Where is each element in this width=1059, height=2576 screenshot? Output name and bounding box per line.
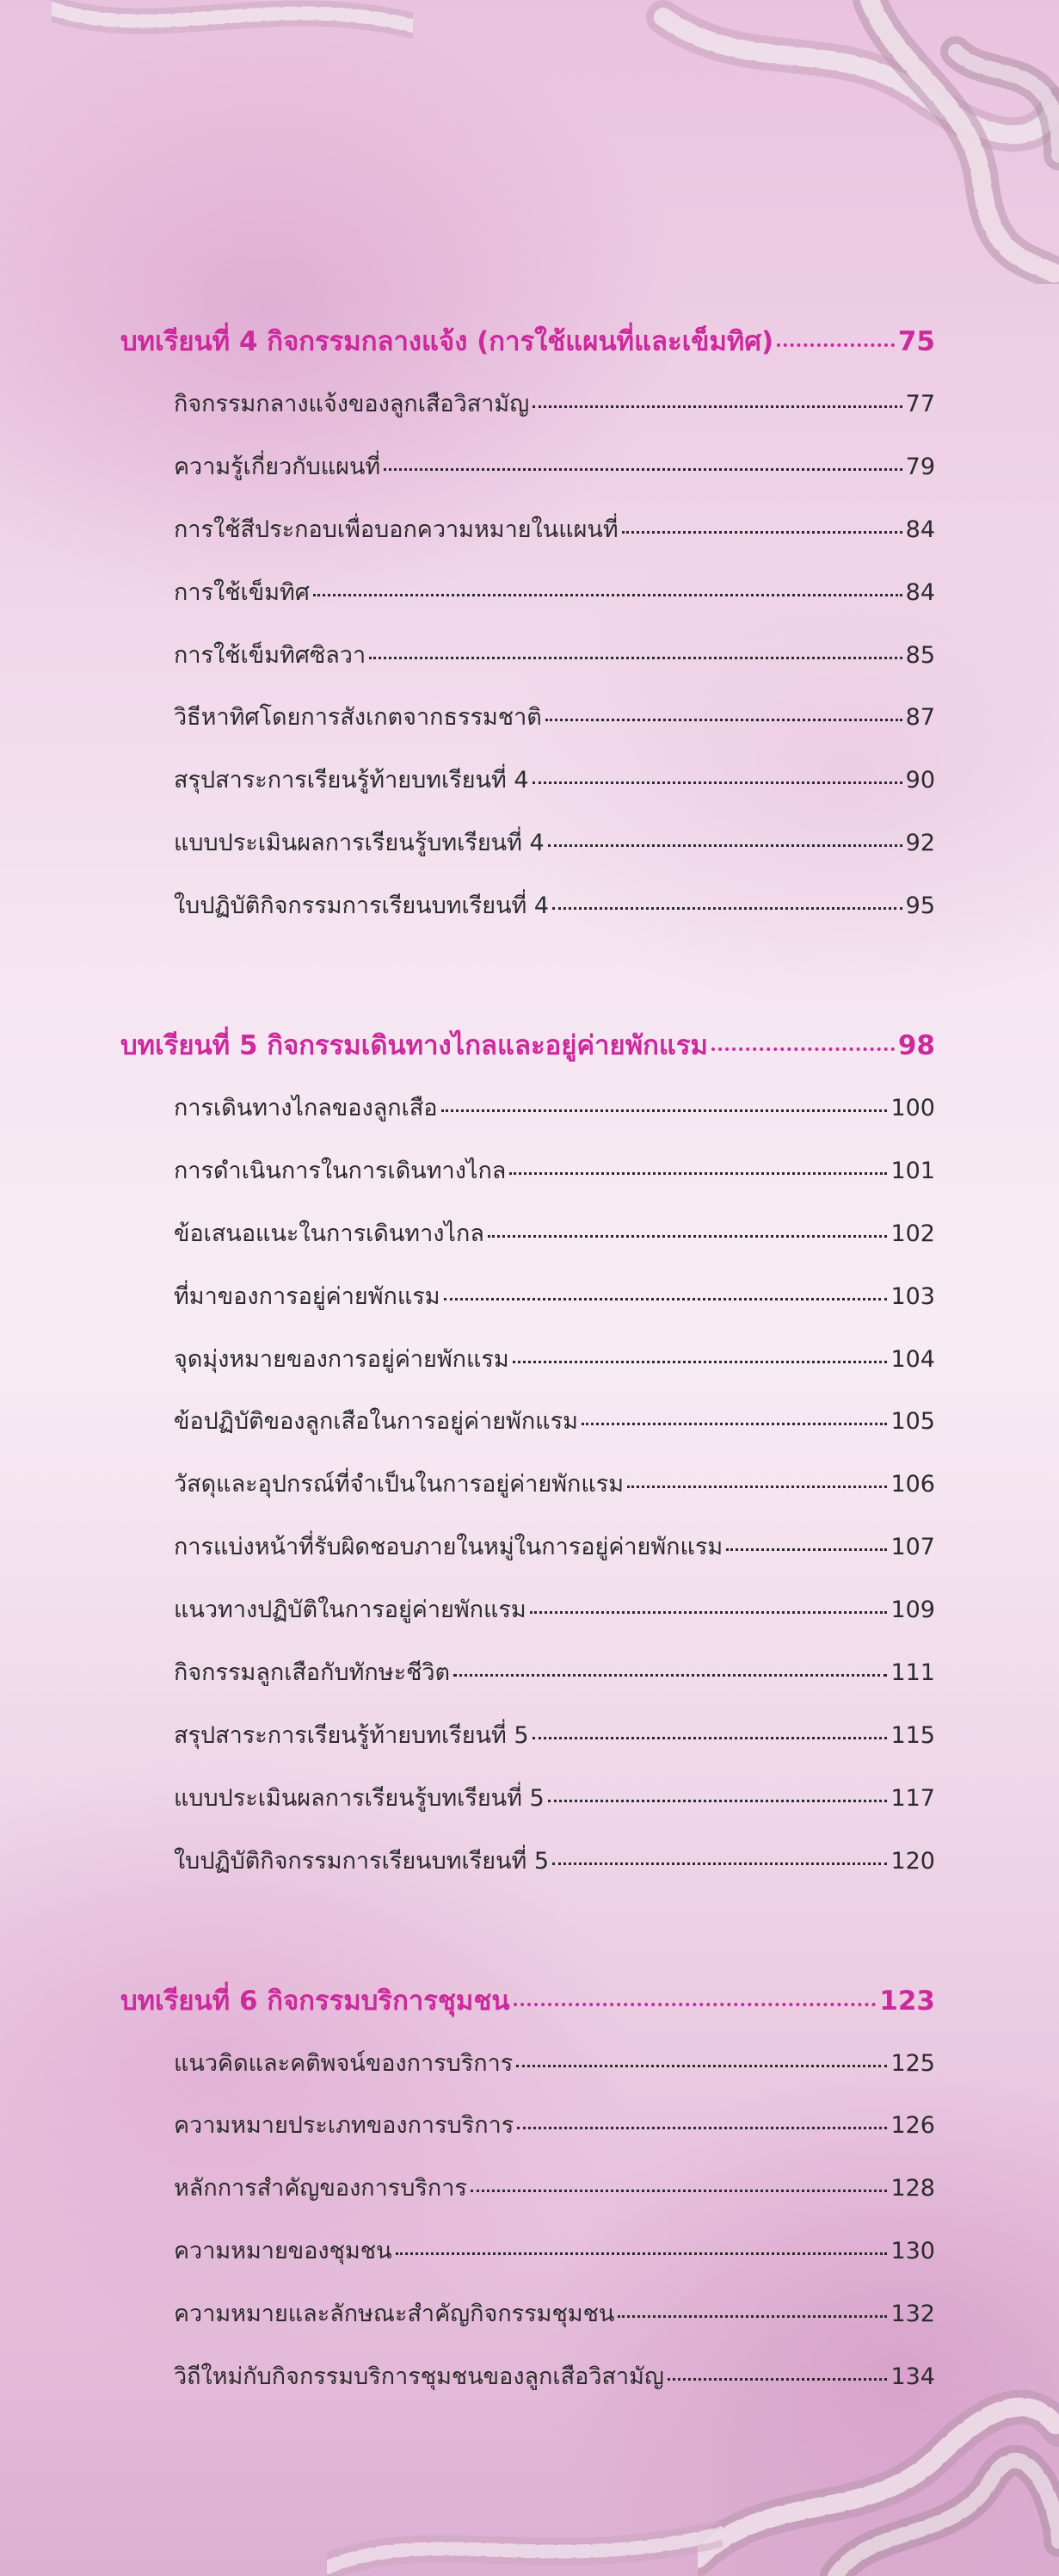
chapter-6-section: [120, 1978, 935, 2414]
dot-leader: [369, 657, 902, 659]
toc-item[interactable]: [120, 1710, 935, 1773]
toc-item[interactable]: [120, 379, 935, 442]
toc-item-label: ใบปฏิบัติกิจกรรมการเรียนบทเรียนที่ 5: [174, 1847, 550, 1875]
toc-item-page: 134: [890, 2363, 935, 2391]
dot-leader: [530, 1611, 888, 1614]
toc-item[interactable]: [120, 1836, 935, 1899]
rope-decoration-top: [612, 0, 1059, 284]
toc-item[interactable]: [120, 1522, 935, 1585]
toc-item-label: วัสดุและอุปกรณ์ที่จำเป็นในการอยู่ค่ายพักแรม: [174, 1471, 625, 1498]
dot-leader: [668, 2378, 888, 2381]
toc-item-page: 104: [890, 1345, 935, 1373]
dot-leader: [509, 1172, 887, 1175]
dot-leader: [384, 468, 902, 471]
toc-item-label: ที่มาของการอยู่ค่ายพักแรม: [174, 1282, 440, 1310]
dot-leader: [548, 1800, 888, 1802]
chapter-4-section: [120, 318, 935, 943]
dot-leader: [444, 1298, 888, 1300]
table-of-contents: [120, 318, 935, 2493]
toc-item-page: 117: [890, 1784, 935, 1812]
toc-item-page: 132: [890, 2301, 935, 2328]
toc-item[interactable]: [120, 1271, 935, 1334]
chapter-page-number: 98: [897, 1030, 935, 1062]
toc-item-page: 79: [905, 453, 935, 480]
toc-item-page: 109: [890, 1597, 935, 1624]
toc-item-label: สรุปสาระการเรียนรู้ท้ายบทเรียนที่ 5: [174, 1721, 529, 1749]
dot-leader: [517, 2127, 887, 2129]
toc-item-label: วิถีใหม่กับกิจกรรมบริการชุมชนของลูกเสือวิสามัญ: [174, 2363, 664, 2391]
toc-item-label: การใช้เข็มทิศซิลวา: [174, 641, 366, 669]
toc-item[interactable]: [120, 1396, 935, 1459]
toc-item-page: 101: [890, 1157, 935, 1184]
toc-item-page: 85: [905, 641, 935, 669]
dot-leader: [622, 531, 902, 534]
dot-leader: [488, 1235, 888, 1238]
dot-leader: [618, 2315, 887, 2318]
toc-item[interactable]: [120, 1585, 935, 1647]
dot-leader: [777, 343, 895, 347]
toc-item[interactable]: [120, 567, 935, 630]
chapter-title: บทเรียนที่ 5 กิจกรรมเดินทางไกลและอยู่ค่ายพักแรม: [120, 1030, 708, 1062]
toc-item-page: 120: [890, 1847, 935, 1875]
toc-item-label: ความหมายและลักษณะสำคัญกิจกรรมชุมชน: [174, 2301, 615, 2328]
dot-leader: [453, 1674, 887, 1677]
toc-item-label: ความรู้เกี่ยวกับแผนที่: [174, 453, 381, 480]
toc-item[interactable]: [120, 1208, 935, 1271]
toc-item-label: สรุปสาระการเรียนรู้ท้ายบทเรียนที่ 4: [174, 767, 529, 794]
toc-item[interactable]: [120, 630, 935, 693]
toc-item[interactable]: [120, 2226, 935, 2289]
toc-item-page: 125: [890, 2049, 935, 2077]
toc-item[interactable]: [120, 818, 935, 880]
toc-item[interactable]: [120, 1334, 935, 1397]
dot-leader: [513, 1361, 888, 1363]
toc-item[interactable]: [120, 1459, 935, 1522]
dot-leader: [471, 2190, 888, 2192]
toc-item-label: แนวทางปฏิบัติในการอยู่ค่ายพักแรม: [174, 1597, 526, 1624]
toc-item[interactable]: [120, 2289, 935, 2351]
chapter-5-section: [120, 1022, 935, 1899]
toc-item[interactable]: [120, 2038, 935, 2101]
rope-decoration-bottom-left: [327, 2499, 723, 2576]
dot-leader: [516, 2065, 887, 2067]
toc-item-label: แบบประเมินผลการเรียนรู้บทเรียนที่ 4: [174, 830, 545, 857]
toc-item[interactable]: [120, 755, 935, 818]
chapter-page-number: 75: [897, 326, 935, 357]
toc-item-page: 102: [890, 1220, 935, 1247]
toc-item-label: ความหมายประเภทของการบริการ: [174, 2112, 514, 2140]
dot-leader: [711, 1047, 895, 1051]
chapter-title: บทเรียนที่ 6 กิจกรรมบริการชุมชน: [120, 1985, 510, 2017]
toc-item-label: แบบประเมินผลการเรียนรู้บทเรียนที่ 5: [174, 1784, 545, 1812]
toc-item[interactable]: [120, 1647, 935, 1710]
toc-item-label: จุดมุ่งหมายของการอยู่ค่ายพักแรม: [174, 1345, 509, 1373]
toc-item-page: 130: [890, 2238, 935, 2265]
dot-leader: [313, 594, 902, 596]
toc-item-page: 103: [890, 1282, 935, 1310]
dot-leader: [627, 1486, 887, 1488]
dot-leader: [548, 844, 902, 847]
toc-item-label: การแบ่งหน้าที่รับผิดชอบภายในหมู่ในการอยู่ค่ายพักแรม: [174, 1534, 723, 1561]
dot-leader: [441, 1109, 888, 1112]
toc-item-label: การใช้สีประกอบเพื่อบอกความหมายในแผนที่: [174, 516, 619, 543]
chapter-heading[interactable]: [120, 1022, 935, 1069]
dot-leader: [514, 2003, 877, 2006]
toc-item-page: 77: [905, 391, 935, 417]
chapter-page-number: 123: [879, 1985, 935, 2017]
toc-item-page: 87: [905, 704, 935, 732]
toc-item-page: 126: [890, 2112, 935, 2140]
dot-leader: [552, 907, 902, 910]
dot-leader: [545, 719, 902, 721]
toc-item[interactable]: [120, 442, 935, 504]
chapter-heading[interactable]: [120, 318, 935, 365]
toc-item-label: กิจกรรมลูกเสือกับทักษะชีวิต: [174, 1659, 451, 1687]
toc-item-label: ข้อเสนอแนะในการเดินทางไกล: [174, 1220, 484, 1247]
toc-item-label: การใช้เข็มทิศ: [174, 578, 310, 606]
toc-item-page: 107: [890, 1534, 935, 1561]
toc-item-label: วิธีหาทิศโดยการสังเกตจากธรรมชาติ: [174, 704, 542, 732]
toc-item-label: ใบปฏิบัติกิจกรรมการเรียนบทเรียนที่ 4: [174, 893, 550, 920]
dot-leader: [582, 1423, 888, 1425]
chapter-heading[interactable]: [120, 1978, 935, 2024]
dot-leader: [552, 1863, 887, 1865]
toc-item-page: 95: [905, 893, 935, 920]
toc-item[interactable]: [120, 2351, 935, 2414]
rope-decoration-top-left: [52, 0, 413, 52]
toc-item-page: 100: [890, 1095, 935, 1122]
toc-item[interactable]: [120, 1773, 935, 1836]
toc-item-label: แนวคิดและคติพจน์ของการบริการ: [174, 2049, 514, 2077]
toc-item[interactable]: [120, 880, 935, 943]
toc-item-label: ข้อปฏิบัติของลูกเสือในการอยู่ค่ายพักแรม: [174, 1408, 578, 1436]
toc-item-label: การดำเนินการในการเดินทางไกล: [174, 1157, 507, 1184]
dot-leader: [396, 2252, 888, 2255]
toc-item-label: การเดินทางไกลของลูกเสือ: [174, 1095, 438, 1122]
dot-leader: [533, 405, 902, 408]
toc-item[interactable]: [120, 1083, 935, 1146]
toc-item[interactable]: [120, 2163, 935, 2226]
dot-leader: [726, 1548, 887, 1551]
toc-item-page: 115: [890, 1721, 935, 1749]
toc-item-label: หลักการสำคัญของการบริการ: [174, 2175, 467, 2202]
toc-item-page: 111: [890, 1659, 935, 1687]
toc-item-page: 90: [905, 767, 935, 794]
toc-item[interactable]: [120, 504, 935, 567]
toc-item-page: 92: [905, 830, 935, 857]
chapter-title: บทเรียนที่ 4 กิจกรรมกลางแจ้ง (การใช้แผนที่และเข็มทิศ): [120, 326, 774, 357]
toc-item-page: 84: [905, 578, 935, 606]
toc-item-page: 84: [905, 516, 935, 543]
toc-item[interactable]: [120, 2100, 935, 2163]
dot-leader: [533, 781, 902, 784]
toc-item[interactable]: [120, 1146, 935, 1208]
toc-item-page: 128: [890, 2175, 935, 2202]
toc-item-page: 106: [890, 1471, 935, 1498]
toc-item[interactable]: [120, 692, 935, 755]
dot-leader: [533, 1737, 888, 1739]
toc-item-label: ความหมายของชุมชน: [174, 2238, 392, 2265]
toc-item-label: กิจกรรมกลางแจ้งของลูกเสือวิสามัญ: [174, 391, 530, 417]
toc-item-page: 105: [890, 1408, 935, 1436]
